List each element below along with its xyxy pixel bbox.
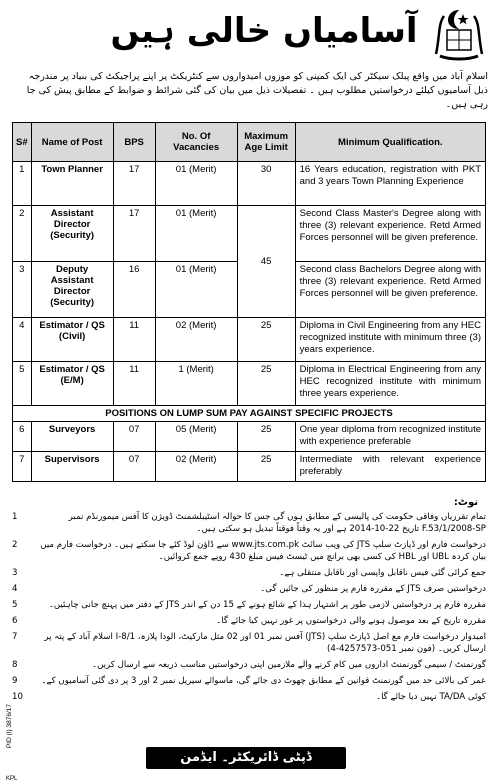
note-item	[12, 539, 486, 563]
note-item	[12, 631, 486, 655]
note-text: درخواست فارم اور ڈپازٹ سلپ JTS کی ویب سائٹ www.jts.com.pk سے ڈاؤن لوڈ کئے جا سکتے ہیں۔ درخواست فارم میں بیان کردہ UBL اور HBL کی کسی بھی برانچ میں ٹیسٹ فیس مبلغ 430 روپے جمع کروائیں۔	[40, 540, 486, 562]
note-number: 3	[12, 568, 18, 578]
note-item	[12, 567, 486, 579]
serial-cell: 7	[13, 452, 32, 482]
note-text: مقررہ تاریخ کے بعد موصول ہونے والی درخواستوں پر غور نہیں کیا جائے گا۔	[216, 616, 486, 626]
bps-cell: 07	[113, 452, 155, 482]
post-cell: Surveyors	[31, 422, 113, 452]
qualification-cell: 16 Years education, registration with PKT and 3 years Town Planning Experience	[295, 162, 485, 206]
age-cell: 25	[237, 318, 295, 362]
table-header: No. Of Vacancies	[155, 123, 237, 162]
note-number: 9	[12, 676, 18, 686]
note-item	[12, 659, 486, 671]
age-cell: 45	[237, 206, 295, 318]
age-cell: 25	[237, 452, 295, 482]
vacancies-cell: 1 (Merit)	[155, 362, 237, 406]
qualification-cell: Diploma in Electrical Engineering from any HEC recognized institute with minimum three years experience.	[295, 362, 485, 406]
age-cell: 25	[237, 362, 295, 406]
bps-cell: 17	[113, 206, 155, 262]
table-header: S#	[13, 123, 32, 162]
table-header: Name of Post	[31, 123, 113, 162]
serial-cell: 4	[13, 318, 32, 362]
notes-heading: نوٹ:	[453, 497, 478, 508]
qualification-cell: Second Class Master's Degree along with three (3) relevant experience. Retd Armed Forces personnel will be given preference.	[295, 206, 485, 262]
note-number: 5	[12, 600, 18, 610]
note-number: 10	[12, 692, 23, 702]
kpl-label: KPL	[6, 776, 18, 782]
notes-section	[12, 497, 486, 707]
note-number: 2	[12, 540, 18, 550]
note-number: 1	[12, 512, 18, 522]
note-text: گورنمنٹ / سیمی گورنمنٹ اداروں میں کام کرنے والے ملازمین اپنی درخواستیں مناسب ذریعہ سے ارسال کریں۔	[92, 660, 486, 670]
vacancies-cell: 05 (Merit)	[155, 422, 237, 452]
vacancies-cell: 02 (Merit)	[155, 318, 237, 362]
pid-code: PID (I) 3876/17	[6, 704, 13, 749]
table-row	[13, 206, 486, 262]
note-text: مقررہ فارم پر درخواستیں لازمی طور پر اشتہار ہذا کے شائع ہونے کے 15 دن کے اندر JTS کے دفتر میں پہنچ جانی چاہئیں۔	[48, 600, 486, 610]
serial-cell: 3	[13, 262, 32, 318]
section-heading: POSITIONS ON LUMP SUM PAY AGAINST SPECIFIC PROJECTS	[13, 406, 486, 422]
state-emblem-icon	[430, 6, 488, 62]
post-cell: Estimator / QS (Civil)	[31, 318, 113, 362]
age-cell: 25	[237, 422, 295, 452]
table-header-row	[13, 123, 486, 162]
table-row	[13, 162, 486, 206]
note-text: کوئی TA/DA نہیں دیا جائے گا۔	[376, 692, 486, 702]
post-cell: Estimator / QS (E/M)	[31, 362, 113, 406]
vacancies-cell: 01 (Merit)	[155, 262, 237, 318]
note-text: درخواستیں صرف JTS کے مقررہ فارم پر منظور کی جائیں گی۔	[260, 584, 486, 594]
note-item	[12, 691, 486, 703]
vacancies-table	[12, 122, 486, 482]
intro-text: اسلام آباد میں واقع پبلک سیکٹر کی ایک کمپنی کو موزوں امیدواروں سے کنٹریکٹ پر اپنے پراجیکٹ کی بنیاد پر مندرجہ ذیل آسامیوں کیلئے درخواستیں مطلوب ہیں ۔ تفصیلات ذیل میں بیان کی گئی شرائط و ضوابط کے مطابق پیش کی جا رہی ہیں۔	[26, 71, 488, 110]
qualification-cell: Intermediate with relevant experience preferably	[295, 452, 485, 482]
section-heading-row	[13, 406, 486, 422]
vacancies-cell: 01 (Merit)	[155, 206, 237, 262]
serial-cell: 5	[13, 362, 32, 406]
note-item	[12, 675, 486, 687]
bps-cell: 16	[113, 262, 155, 318]
vacancies-cell: 02 (Merit)	[155, 452, 237, 482]
post-cell: Town Planner	[31, 162, 113, 206]
table-row	[13, 452, 486, 482]
note-number: 7	[12, 632, 18, 642]
bps-cell: 07	[113, 422, 155, 452]
note-text: تمام تقرریاں وفاقی حکومت کی پالیسی کے مطابق ہوں گی جس کا حوالہ اسٹیبلشمنٹ ڈویژن کا آفس میمورنڈم نمبر F.53/1/2008-SP تاریخ 22-10-2014 ہے اور یہ وقتاً فوقتاً تبدیل ہو سکتی ہیں۔	[68, 512, 486, 534]
note-item	[12, 615, 486, 627]
table-header: BPS	[113, 123, 155, 162]
note-number: 4	[12, 584, 18, 594]
note-item	[12, 511, 486, 535]
post-cell: Assistant Director (Security)	[31, 206, 113, 262]
bps-cell: 11	[113, 318, 155, 362]
post-cell: Supervisors	[31, 452, 113, 482]
note-item	[12, 599, 486, 611]
table-row	[13, 422, 486, 452]
signatory-banner: ڈپٹی ڈائریکٹر۔ ایڈمن	[146, 747, 346, 769]
table-header: Maximum Age Limit	[237, 123, 295, 162]
serial-cell: 6	[13, 422, 32, 452]
bps-cell: 17	[113, 162, 155, 206]
vacancies-cell: 01 (Merit)	[155, 162, 237, 206]
note-text: عمر کی بالائی حد میں گورنمنٹ قوانین کے مطابق چھوٹ دی جائے گی، ماسوائے سیریل نمبر 2 اور 3 پر دی گئی آسامیوں کے۔	[41, 676, 486, 686]
note-number: 6	[12, 616, 18, 626]
header	[6, 4, 492, 66]
age-cell: 30	[237, 162, 295, 206]
post-cell: Deputy Assistant Director (Security)	[31, 262, 113, 318]
page-title: آسامیاں خالی ہیں	[110, 11, 418, 51]
note-number: 8	[12, 660, 18, 670]
table-row	[13, 362, 486, 406]
note-text: امیدوار درخواست فارم مع اصل ڈپازٹ سلپ (JTS) آفس نمبر 01 اور 02 مثل مارکیٹ، الودا پلازہ، I-8/1 اسلام آباد کے پتہ پر ارسال کریں۔ (فون نمبر 051-4257573-4)	[44, 632, 486, 654]
note-text: جمع کرائی گئی فیس ناقابل واپسی اور ناقابل منتقلی ہے۔	[279, 568, 486, 578]
qualification-cell: One year diploma from recognized institute with experience preferable	[295, 422, 485, 452]
serial-cell: 2	[13, 206, 32, 262]
qualification-cell: Second class Bachelors Degree along with three (3) relevant experience. Retd Armed Forces personnel will be given preference.	[295, 262, 485, 318]
serial-cell: 1	[13, 162, 32, 206]
qualification-cell: Diploma in Civil Engineering from any HEC recognized institute with minimum three (3) years experience.	[295, 318, 485, 362]
bps-cell: 11	[113, 362, 155, 406]
table-row	[13, 318, 486, 362]
table-header: Minimum Qualification.	[295, 123, 485, 162]
note-item	[12, 583, 486, 595]
advertisement-page	[6, 4, 492, 782]
